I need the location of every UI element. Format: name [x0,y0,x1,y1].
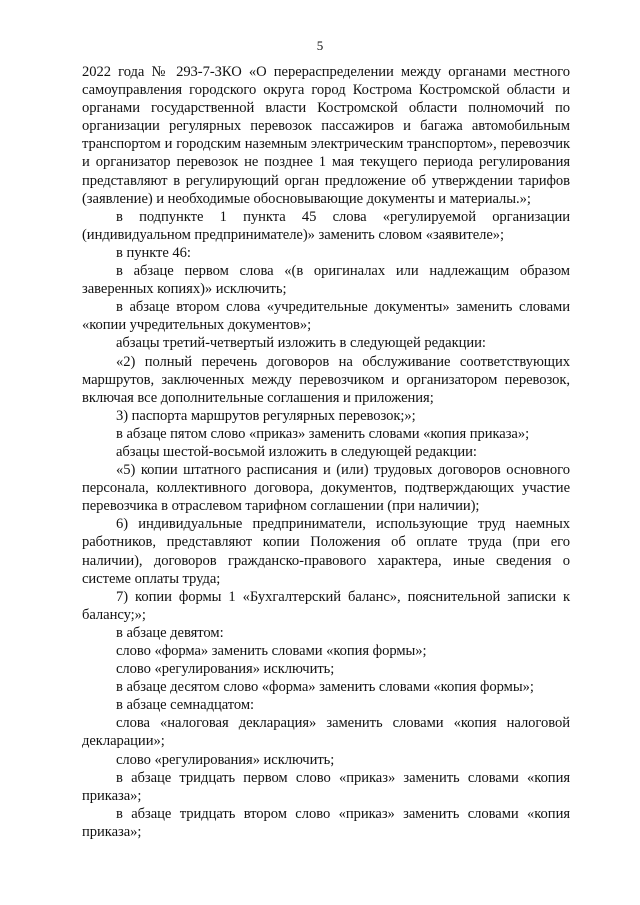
paragraph: абзацы шестой-восьмой изложить в следующей редакции: [116,443,477,460]
paragraph: слово «регулирования» исключить; [116,661,335,678]
paragraph: в абзаце девятом: [116,624,224,641]
page-number: 5 [316,38,324,53]
paragraph: в абзаце первом слова «(в оригиналах или надлежащим образом заверенных копиях)» исключить; [82,263,570,298]
paragraph: слово «форма» заменить словами «копия формы»; [116,643,427,659]
paragraph: в абзаце пятом слово «приказ» заменить словами «копия приказа»; [116,425,530,442]
paragraph: слово «регулирования» исключить; [116,751,335,768]
paragraph: 6) индивидуальные предприниматели, использующие труд наемных работников, представляют копии Положения об оплате труда (при его наличии), договоров гражданско-правового характера, иные сведения о системе оплаты труда; [82,516,570,587]
paragraph: в абзаце десятом слово «форма» заменить словами «копия формы»; [116,679,534,696]
paragraph: в абзаце семнадцатом: [116,697,255,714]
paragraph: в абзаце тридцать втором слово «приказ» заменить словами «копия приказа»; [82,805,570,840]
paragraph: в абзаце тридцать первом слово «приказ» заменить словами «копия приказа»; [82,769,570,804]
document-body [82,63,570,841]
paragraph: 2022 года № 293-7-ЗКО «О перераспределении между органами местного самоуправления городского округа город Кострома Костромской области и органами государственной власти Костромской области полномочий по организации регулярных перевозок пассажиров и багажа автомобильным транспортом и городским наземным электрическим транспортом», перевозчик и организатор перевозок не позднее 1 мая текущего периода регулирования представляют в регулирующий орган предложение об утверждении тарифов (заявление) и необходимые обосновывающие документы и материалы.»; [82,64,570,207]
paragraph: в абзаце втором слова «учредительные документы» заменить словами «копии учредительных документов»; [82,299,570,334]
paragraph: абзацы третий-четвертый изложить в следующей редакции: [116,335,486,352]
paragraph: 7) копии формы 1 «Бухгалтерский баланс», пояснительной записки к балансу;»; [82,588,570,623]
paragraph: в пункте 46: [116,244,191,261]
paragraph: 3) паспорта маршрутов регулярных перевозок;»; [116,407,416,424]
paragraph: в подпункте 1 пункта 45 слова «регулируемой организации (индивидуальном предпринимателе)» заменить словом «заявителе»; [82,208,570,243]
paragraph: «2) полный перечень договоров на обслуживание соответствующих маршрутов, заключенных между перевозчиком и организатором перевозок, включая все дополнительные соглашения и приложения; [82,353,570,406]
paragraph: «5) копии штатного расписания и (или) трудовых договоров основного персонала, коллективного договора, документов, подтверждающих участие перевозчика в отраслевом тарифном соглашении (при наличии); [82,462,570,515]
paragraph: слова «налоговая декларация» заменить словами «копия налоговой декларации»; [82,715,570,750]
